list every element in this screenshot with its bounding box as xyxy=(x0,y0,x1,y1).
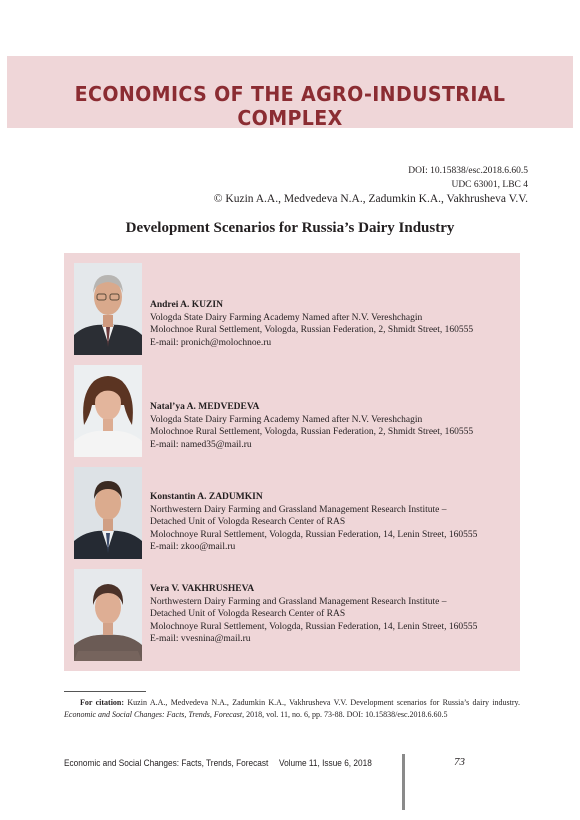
author-address: Molochnoye Rural Settlement, Vologda, Russian Federation, 14, Lenin Street, 160555 xyxy=(150,529,478,540)
citation-journal: Economic and Social Changes: Facts, Trends, Forecast xyxy=(64,710,243,719)
author-name: Vera V. VAKHRUSHEVA xyxy=(150,584,255,594)
author-affiliation: Northwestern Dairy Farming and Grassland Management Research Institute – xyxy=(150,596,447,607)
authors-box xyxy=(64,253,520,671)
author-email: E-mail: named35@mail.ru xyxy=(150,439,252,450)
udc-line: UDC 63001, LBC 4 xyxy=(451,180,528,190)
author-address: Molochnoye Rural Settlement, Vologda, Russian Federation, 14, Lenin Street, 160555 xyxy=(150,621,478,632)
footer-volume: Volume 11, Issue 6, 2018 xyxy=(279,758,372,768)
author-card xyxy=(64,559,520,659)
author-details xyxy=(150,583,477,646)
author-photo-image xyxy=(74,569,142,661)
citation-authors: Kuzin A.A., Medvedeva N.A., Zadumkin K.A., Vakhrusheva V.V. Development scenarios for Russia’s dairy industry. xyxy=(127,698,521,707)
author-affiliation: Detached Unit of Vologda Research Center of RAS xyxy=(150,609,346,619)
author-affiliation: Detached Unit of Vologda Research Center of RAS xyxy=(150,517,346,527)
author-photo xyxy=(74,467,142,559)
section-title: ECONOMICS OF THE AGRO-INDUSTRIAL COMPLEX xyxy=(74,82,506,130)
author-affiliation: Vologda State Dairy Farming Academy Named after N.V. Vereshchagin xyxy=(150,312,423,323)
author-address: Molochnoe Rural Settlement, Vologda, Russian Federation, 2, Shmidt Street, 160555 xyxy=(150,325,474,335)
article-title: Development Scenarios for Russia’s Dairy Industry xyxy=(125,220,455,236)
page-number: 73 xyxy=(454,756,465,768)
section-banner xyxy=(7,56,573,128)
author-photo-image xyxy=(74,263,142,355)
author-address: Molochnoe Rural Settlement, Vologda, Russian Federation, 2, Shmidt Street, 160555 xyxy=(150,427,474,437)
citation xyxy=(64,697,520,721)
author-name: Natal’ya A. MEDVEDEVA xyxy=(150,402,260,412)
author-email: E-mail: vvesnina@mail.ru xyxy=(150,634,251,644)
author-card xyxy=(64,355,520,455)
author-photo xyxy=(74,569,142,661)
footer-journal: Economic and Social Changes: Facts, Trends, Forecast xyxy=(64,758,269,768)
doi-line: DOI: 10.15838/esc.2018.6.60.5 xyxy=(408,166,528,176)
author-details xyxy=(150,401,473,451)
author-photo-image xyxy=(74,467,142,559)
author-name: Andrei A. KUZIN xyxy=(150,300,223,310)
author-details xyxy=(150,299,473,349)
author-name: Konstantin A. ZADUMKIN xyxy=(150,492,263,502)
author-email: E-mail: zkoo@mail.ru xyxy=(150,542,236,552)
footer-divider xyxy=(402,754,405,810)
author-affiliation: Vologda State Dairy Farming Academy Named after N.V. Vereshchagin xyxy=(150,414,423,425)
citation-details: , 2018, vol. 11, no. 6, pp. 73-88. DOI: 10.15838/esc.2018.6.60.5 xyxy=(242,710,448,719)
author-email: E-mail: pronich@molochnoe.ru xyxy=(150,337,272,348)
author-photo xyxy=(74,365,142,457)
author-photo xyxy=(74,263,142,355)
author-details xyxy=(150,491,477,554)
author-card xyxy=(64,457,520,557)
footnote-rule xyxy=(64,691,146,692)
author-affiliation: Northwestern Dairy Farming and Grassland Management Research Institute – xyxy=(150,504,447,515)
citation-label: For citation: xyxy=(80,698,125,707)
author-card xyxy=(64,253,520,353)
author-photo-image xyxy=(74,365,142,457)
copyright-line: © Kuzin A.A., Medvedeva N.A., Zadumkin K.A., Vakhrusheva V.V. xyxy=(213,193,528,205)
